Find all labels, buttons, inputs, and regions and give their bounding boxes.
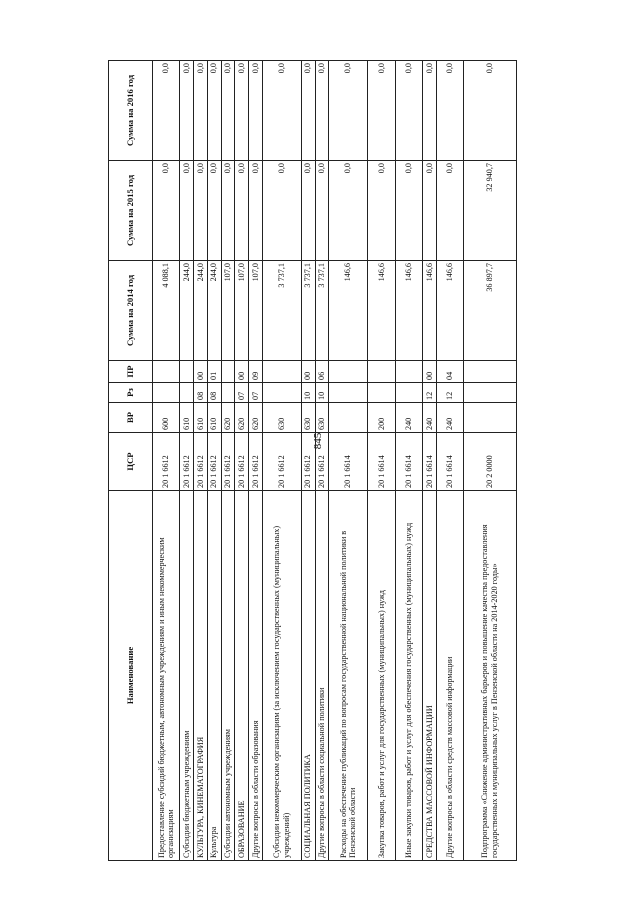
row-pr (329, 361, 368, 383)
row-csr: 20 1 6612 (180, 433, 194, 491)
row-sum-2015: 0,0 (395, 161, 422, 261)
header-sum-2016: Сумма на 2016 год (109, 61, 153, 161)
header-csr: ЦСР (109, 433, 153, 491)
row-sum-2014: 146,6 (423, 261, 437, 361)
row-name: Закупка товаров, работ и услуг для государственных (муниципальных) нужд (368, 491, 395, 861)
row-rz (464, 383, 517, 403)
row-sum-2016: 0,0 (180, 61, 194, 161)
row-csr: 20 1 6612 (262, 433, 301, 491)
row-vr: 630 (315, 403, 329, 433)
row-pr (262, 361, 301, 383)
row-csr: 20 1 6614 (368, 433, 395, 491)
row-pr: 00 (301, 361, 315, 383)
row-name: Другие вопросы в области социальной политики (315, 491, 329, 861)
row-pr (153, 361, 180, 383)
row-sum-2014: 146,6 (329, 261, 368, 361)
table-header-row (109, 61, 153, 861)
row-pr: 00 (423, 361, 437, 383)
row-sum-2014: 3 737,1 (262, 261, 301, 361)
table-row (180, 61, 194, 861)
row-rz: 12 (436, 383, 463, 403)
row-sum-2015: 0,0 (436, 161, 463, 261)
row-vr: 240 (436, 403, 463, 433)
row-rz: 10 (315, 383, 329, 403)
row-vr: 610 (207, 403, 221, 433)
row-vr: 600 (153, 403, 180, 433)
row-name: Подпрограмма «Снижение административных барьеров и повышение качества предоставления государственных и муниципальных услуг в Пензенской области на 2014-2020 годы» (464, 491, 517, 861)
header-sum-2015: Сумма на 2015 год (109, 161, 153, 261)
row-sum-2016: 0,0 (464, 61, 517, 161)
table-row (301, 61, 315, 861)
row-vr: 620 (221, 403, 235, 433)
row-pr (464, 361, 517, 383)
row-sum-2015: 0,0 (329, 161, 368, 261)
row-name: Культура (207, 491, 221, 861)
row-sum-2014: 146,6 (395, 261, 422, 361)
row-sum-2015: 0,0 (368, 161, 395, 261)
row-name: Другие вопросы в области средств массовой информации (436, 491, 463, 861)
header-pr: ПР (109, 361, 153, 383)
row-sum-2016: 0,0 (436, 61, 463, 161)
row-rz (262, 383, 301, 403)
row-csr: 20 1 6614 (395, 433, 422, 491)
landscape-table-area (108, 61, 517, 861)
table-row (235, 61, 249, 861)
budget-table (108, 60, 517, 861)
row-rz: 10 (301, 383, 315, 403)
row-sum-2016: 0,0 (249, 61, 263, 161)
row-sum-2014: 107,0 (221, 261, 235, 361)
row-name: Расходы на обеспечение публикаций по вопросам государственной национальной политики в Пензенской области (329, 491, 368, 861)
row-sum-2016: 0,0 (207, 61, 221, 161)
row-sum-2015: 32 940,7 (464, 161, 517, 261)
row-pr: 06 (315, 361, 329, 383)
row-sum-2014: 146,6 (368, 261, 395, 361)
row-pr (221, 361, 235, 383)
row-sum-2015: 0,0 (423, 161, 437, 261)
row-sum-2016: 0,0 (329, 61, 368, 161)
row-sum-2016: 0,0 (395, 61, 422, 161)
row-vr (329, 403, 368, 433)
row-sum-2015: 0,0 (249, 161, 263, 261)
row-sum-2014: 146,6 (436, 261, 463, 361)
row-csr: 20 1 6612 (301, 433, 315, 491)
row-vr (464, 403, 517, 433)
row-sum-2014: 3 737,1 (315, 261, 329, 361)
row-sum-2016: 0,0 (301, 61, 315, 161)
row-name: Субсидии автономным учреждениям (221, 491, 235, 861)
row-vr: 610 (194, 403, 208, 433)
row-rz: 08 (194, 383, 208, 403)
row-csr: 20 1 6612 (315, 433, 329, 491)
row-name: ОБРАЗОВАНИЕ (235, 491, 249, 861)
header-rz: Рз (109, 383, 153, 403)
table-row (221, 61, 235, 861)
row-csr: 20 1 6612 (235, 433, 249, 491)
row-sum-2016: 0,0 (315, 61, 329, 161)
row-rz (395, 383, 422, 403)
row-rz (180, 383, 194, 403)
row-csr: 20 1 6612 (249, 433, 263, 491)
row-sum-2014: 244,0 (194, 261, 208, 361)
row-sum-2016: 0,0 (194, 61, 208, 161)
row-csr: 20 1 6614 (423, 433, 437, 491)
row-sum-2014: 107,0 (249, 261, 263, 361)
row-sum-2016: 0,0 (262, 61, 301, 161)
header-vr: ВР (109, 403, 153, 433)
row-vr: 610 (180, 403, 194, 433)
table-body (153, 61, 517, 861)
table-row (262, 61, 301, 861)
row-name: Предоставление субсидий бюджетным, автономным учреждениям и иным некоммерческим организациям (153, 491, 180, 861)
row-csr: 20 1 6612 (194, 433, 208, 491)
table-row (436, 61, 463, 861)
header-sum-2014: Сумма на 2014 год (109, 261, 153, 361)
row-name: Другие вопросы в области образования (249, 491, 263, 861)
row-rz: 08 (207, 383, 221, 403)
rotated-table-frame (108, 61, 517, 861)
row-csr: 20 1 6614 (329, 433, 368, 491)
table-row (153, 61, 180, 861)
row-csr: 20 1 6614 (436, 433, 463, 491)
row-rz (153, 383, 180, 403)
row-pr: 00 (194, 361, 208, 383)
row-sum-2015: 0,0 (180, 161, 194, 261)
row-sum-2015: 0,0 (262, 161, 301, 261)
row-pr: 01 (207, 361, 221, 383)
row-sum-2015: 0,0 (315, 161, 329, 261)
row-pr (368, 361, 395, 383)
row-pr (180, 361, 194, 383)
table-row (249, 61, 263, 861)
row-name: Субсидии бюджетным учреждениям (180, 491, 194, 861)
header-name: Наименование (109, 491, 153, 861)
row-sum-2014: 244,0 (207, 261, 221, 361)
row-rz (221, 383, 235, 403)
row-sum-2015: 0,0 (194, 161, 208, 261)
row-sum-2015: 0,0 (221, 161, 235, 261)
row-sum-2015: 0,0 (301, 161, 315, 261)
row-vr: 630 (262, 403, 301, 433)
row-name: СОЦИАЛЬНАЯ ПОЛИТИКА (301, 491, 315, 861)
row-rz (329, 383, 368, 403)
row-sum-2016: 0,0 (221, 61, 235, 161)
row-name: КУЛЬТУРА, КИНЕМАТОГРАФИЯ (194, 491, 208, 861)
row-vr: 200 (368, 403, 395, 433)
row-sum-2015: 0,0 (153, 161, 180, 261)
table-row (207, 61, 221, 861)
row-sum-2015: 0,0 (207, 161, 221, 261)
row-vr: 630 (301, 403, 315, 433)
table-row (315, 61, 329, 861)
row-rz (368, 383, 395, 403)
row-sum-2014: 3 737,1 (301, 261, 315, 361)
row-pr (395, 361, 422, 383)
row-vr: 240 (395, 403, 422, 433)
table-row (464, 61, 517, 861)
row-csr: 20 2 0000 (464, 433, 517, 491)
row-pr: 00 (235, 361, 249, 383)
row-vr: 240 (423, 403, 437, 433)
row-sum-2016: 0,0 (368, 61, 395, 161)
table-row (395, 61, 422, 861)
row-name: СРЕДСТВА МАССОВОЙ ИНФОРМАЦИИ (423, 491, 437, 861)
row-pr: 04 (436, 361, 463, 383)
table-row (329, 61, 368, 861)
row-csr: 20 1 6612 (221, 433, 235, 491)
row-rz: 07 (249, 383, 263, 403)
row-name: Иные закупки товаров, работ и услуг для обеспечения государственных (муниципальных) нужд (395, 491, 422, 861)
row-sum-2016: 0,0 (153, 61, 180, 161)
row-sum-2014: 36 897,7 (464, 261, 517, 361)
row-sum-2015: 0,0 (235, 161, 249, 261)
row-name: Субсидии некоммерческим организациям (за исключением государственных (муниципальных) учреждений) (262, 491, 301, 861)
row-rz: 07 (235, 383, 249, 403)
row-vr: 620 (249, 403, 263, 433)
row-sum-2016: 0,0 (235, 61, 249, 161)
row-pr: 09 (249, 361, 263, 383)
table-row (194, 61, 208, 861)
table-row (423, 61, 437, 861)
row-vr: 620 (235, 403, 249, 433)
row-sum-2014: 244,0 (180, 261, 194, 361)
table-row (368, 61, 395, 861)
row-csr: 20 1 6612 (207, 433, 221, 491)
row-sum-2014: 107,0 (235, 261, 249, 361)
row-csr: 20 1 6612 (153, 433, 180, 491)
row-rz: 12 (423, 383, 437, 403)
row-sum-2014: 4 088,1 (153, 261, 180, 361)
page-number: 845 (312, 432, 324, 450)
row-sum-2016: 0,0 (423, 61, 437, 161)
